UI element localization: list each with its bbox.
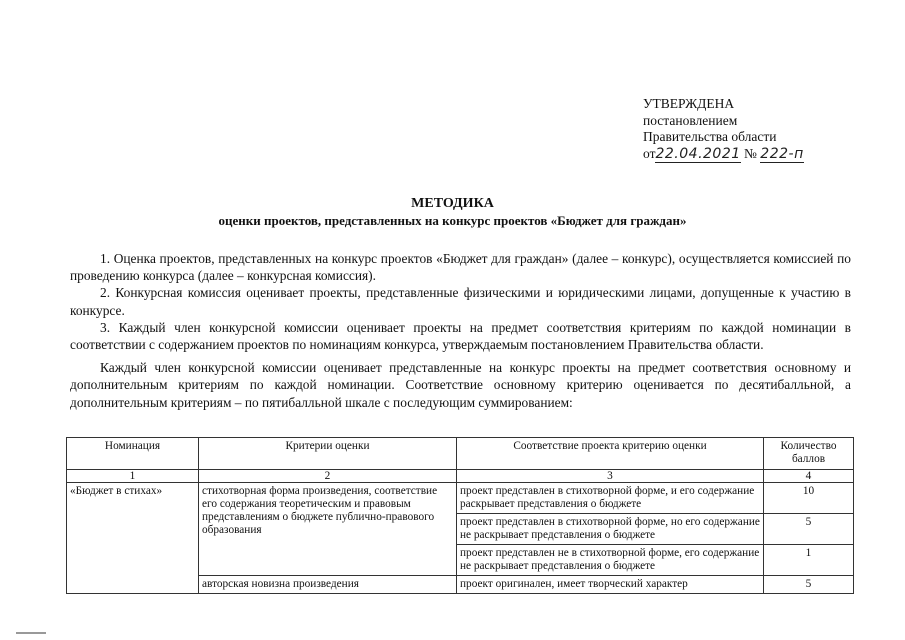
approval-line-resolution: постановлением xyxy=(643,112,738,128)
score-cell: 1 xyxy=(764,545,854,576)
nomination-cell: «Бюджет в стихах» xyxy=(67,483,199,594)
header-score: Количество баллов xyxy=(764,438,854,470)
column-number-row xyxy=(67,470,854,483)
table-header-row xyxy=(67,438,854,470)
date-prefix: от xyxy=(643,145,656,161)
approval-stamp xyxy=(643,96,804,162)
handwritten-date: 22.04.2021 xyxy=(655,145,741,162)
header-match: Соответствие проекта критерию оценки xyxy=(457,438,764,470)
column-number: 2 xyxy=(199,470,457,483)
evaluation-table xyxy=(66,437,854,594)
handwritten-number: 222-п xyxy=(760,145,804,162)
scan-artifact xyxy=(16,632,46,634)
criterion-cell: авторская новизна произведения xyxy=(199,576,457,594)
document-subtitle: оценки проектов, представленных на конкурс проектов «Бюджет для граждан» xyxy=(218,213,687,228)
approval-line-approved: УТВЕРЖДЕНА xyxy=(643,96,735,111)
paragraph-2: 2. Конкурсная комиссия оценивает проекты, представленные физическими и юридическими лицами, допущенные к участию в конкурсе. xyxy=(70,285,851,318)
match-cell: проект представлен в стихотворной форме, и его содержание раскрывает представления о бюджете xyxy=(457,483,764,514)
document-body xyxy=(70,250,851,411)
column-number: 1 xyxy=(67,470,199,483)
header-criteria: Критерии оценки xyxy=(199,438,457,470)
document-title: МЕТОДИКА xyxy=(411,196,494,211)
match-cell: проект оригинален, имеет творческий характер xyxy=(457,576,764,594)
number-prefix: № xyxy=(744,145,757,161)
criterion-cell: стихотворная форма произведения, соответствие его содержания теоретическим и правовым представлениям о бюджете публично-правового образования xyxy=(199,483,457,576)
paragraph-4: Каждый член конкурсной комиссии оценивает представленные на конкурс проекты на предмет соответствия основному и дополнительным критериям по каждой номинации. Соответствие основному критерию оценивается по десятибалльной, а дополнительным критериям – по пятибалльной шкале с последующим суммированием: xyxy=(70,360,851,410)
column-number: 4 xyxy=(764,470,854,483)
score-cell: 5 xyxy=(764,576,854,594)
approval-line-government: Правительства области xyxy=(643,129,777,144)
paragraph-1: 1. Оценка проектов, представленных на конкурс проектов «Бюджет для граждан» (далее – конкурс), осуществляется комиссией по проведению конкурса (далее – конкурсная комиссия). xyxy=(70,251,851,284)
match-cell: проект представлен в стихотворной форме, но его содержание не раскрывает представления о бюджете xyxy=(457,514,764,545)
paragraph-3: 3. Каждый член конкурсной комиссии оценивает проекты на предмет соответствия критериям по каждой номинации в соответствии с содержанием проектов по номинациям конкурса, утверждаемым постановлением Правительства области. xyxy=(70,319,851,353)
match-cell: проект представлен не в стихотворной форме, его содержание не раскрывает представления о бюджете xyxy=(457,545,764,576)
approval-date-line xyxy=(643,146,804,163)
header-nomination: Номинация xyxy=(67,438,199,470)
column-number: 3 xyxy=(457,470,764,483)
score-cell: 5 xyxy=(764,514,854,545)
score-cell: 10 xyxy=(764,483,854,514)
table-row xyxy=(67,483,854,514)
